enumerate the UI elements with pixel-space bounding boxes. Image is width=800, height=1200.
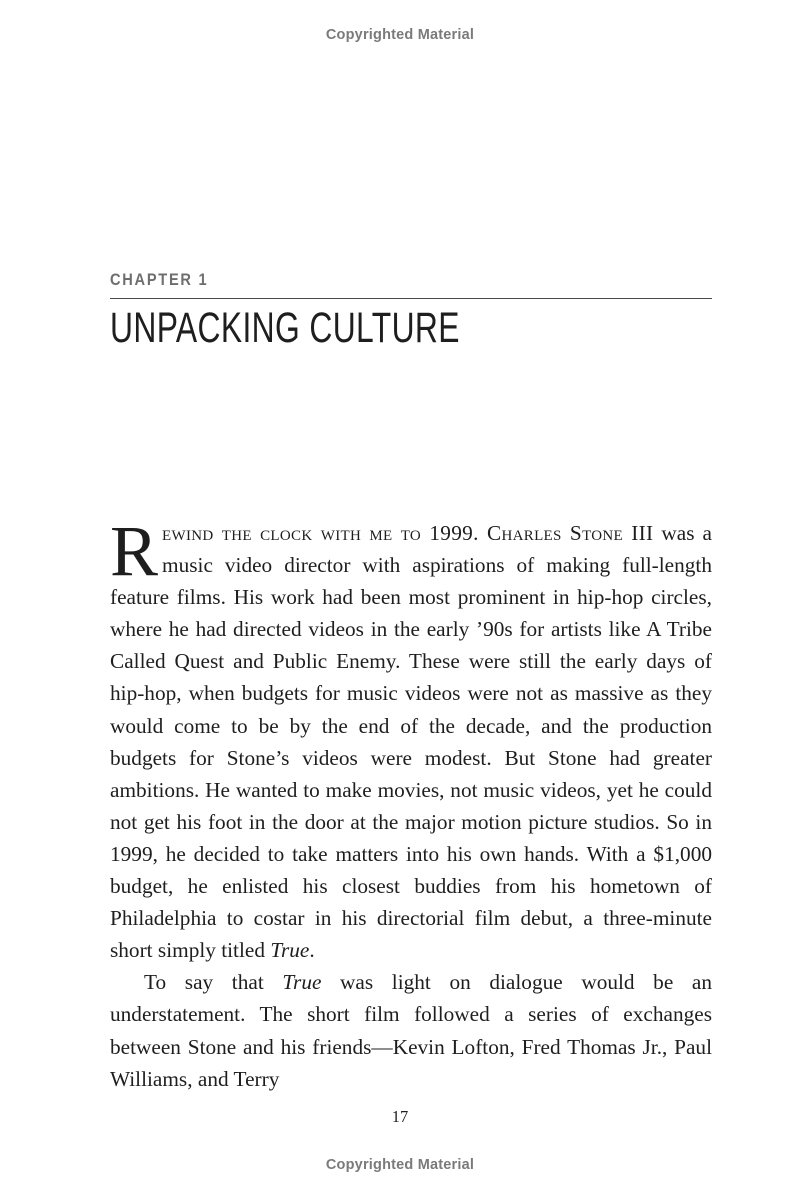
paragraph-1 [110,511,712,966]
paragraph-2-rest: was light on dialogue would be an understatement. The short film followed a series of exchanges between Stone and his friends—Kevin Lofton, Fred Thomas Jr., Paul Williams, and Terry [110,970,713,1091]
copyright-watermark-top: Copyrighted Material [325,27,475,43]
paragraph-2-start: To say that [144,970,283,995]
paragraph-1-text: was a music video director with aspirations of making full-length feature films. His work had been most prominent in hip-hop circles, where he had directed videos in the early ’90s for artists like A Tribe Called Quest and Public Enemy. These were still the early days of hip-hop, when budgets for music videos were not as massive as they would come to be by the end of the decade, and the production budgets for Stone’s videos were modest. But Stone had greater ambitions. He wanted to make movies, not music videos, yet he could not get his foot in the door at the major motion picture studios. So in 1999, he decided to take matters into his own hands. With a $1,000 budget, he enlisted his closest buddies from his hometown of Philadelphia to costar in his directorial film debut, a three-minute short simply titled [110,521,712,963]
page-number: 17 [391,1107,409,1126]
body-text [110,511,713,1095]
chapter-divider [110,298,712,299]
paragraph-1-opening: ewind the clock with me to 1999. Charles Stone III [162,521,654,545]
film-title: True [270,938,310,963]
film-title: True [282,970,322,995]
drop-cap: R [110,511,159,591]
paragraph-2 [110,966,712,1094]
chapter-title: UNPACKING CULTURE [110,304,460,352]
chapter-label: CHAPTER 1 [110,270,209,289]
copyright-watermark-bottom: Copyrighted Material [325,1157,475,1173]
paragraph-1-end: . [309,938,315,963]
